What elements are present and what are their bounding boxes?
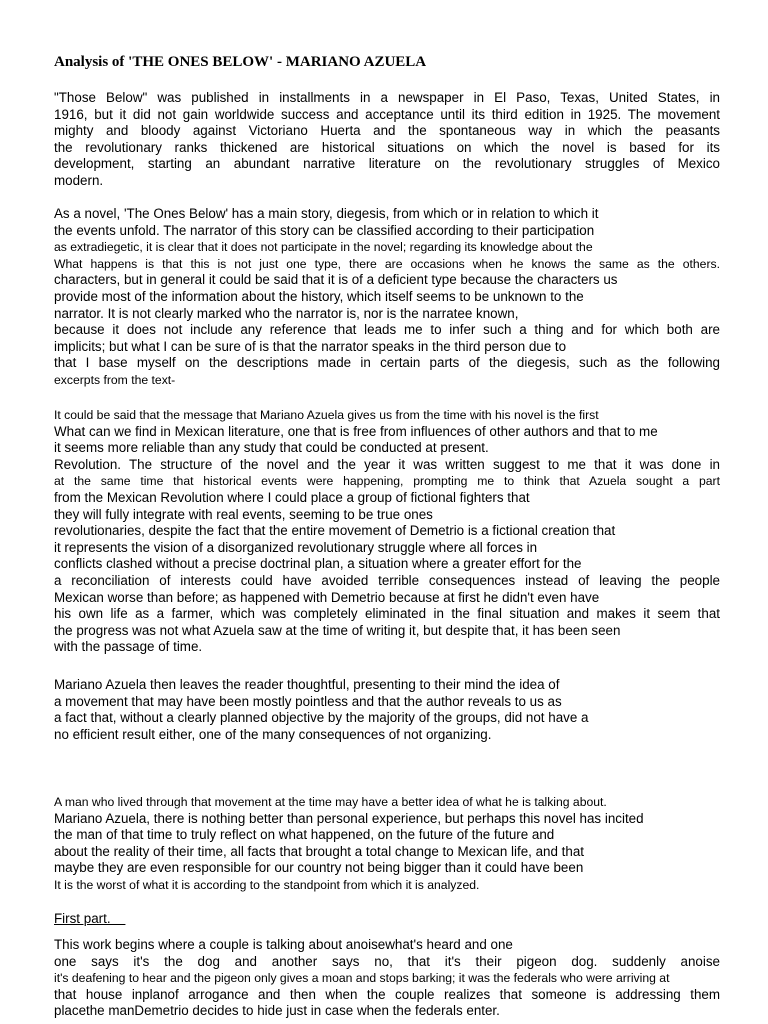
text-line: What happens is that this is not just one type, there are occasions when he knows the same as the others. [54,256,720,271]
text-line: a movement that may have been mostly pointless and that the author reveals to us as [54,693,562,709]
text-line: that I base myself on the descriptions made in certain parts of the diegesis, such as the following [54,355,720,371]
paragraph-3 [54,407,720,656]
document-title: Analysis of 'THE ONES BELOW' - MARIANO AZUELA [54,54,427,70]
text-line: revolutionaries, despite the fact that the entire movement of Demetrio is a fictional creation that [54,523,616,539]
text-line: from the Mexican Revolution where I could place a group of fictional fighters that [54,489,530,505]
text-line: provide most of the information about the history, which itself seems to be unknown to the [54,288,584,304]
text-line: A man who lived through that movement at the time may have a better idea of what he is talking about. [54,795,607,809]
text-line: no efficient result either, one of the many consequences of not organizing. [54,726,492,742]
text-line: it's deafening to hear and the pigeon only gives a moan and stops barking; it was the federals who were arriving at [54,971,670,986]
text-line: with the passage of time. [54,639,203,655]
text-line: the progress was not what Azuela saw at the time of writing it, but despite that, it has been seen [54,622,621,638]
paragraph-1 [54,90,720,190]
text-line: implicits; but what I can be sure of is that the narrator speaks in the third person due to [54,338,567,354]
text-line: It is the worst of what it is according to the standpoint from which it is analyzed. [54,877,480,892]
text-line: Mariano Azuela then leaves the reader thoughtful, presenting to their mind the idea of [54,677,560,692]
text-line: a fact that, without a clearly planned objective by the majority of the groups, did not have a [54,710,589,726]
paragraph-4 [54,677,720,743]
text-line: at the same time that historical events were happening, prompting me to think that Azuela sought a part [54,474,720,489]
text-line: that house inplanof arrogance and then when the couple realizes that someone is addressing them [54,986,720,1002]
section-heading: First part. [54,911,126,926]
text-line: the man of that time to truly reflect on what happened, on the future of the future and [54,827,555,843]
text-line: narrator. It is not clearly marked who the narrator is, nor is the narratee known, [54,305,519,321]
text-line: This work begins where a couple is talking about anoisewhat's heard and one [54,937,513,952]
text-line: because it does not include any reference that leads me to infer such a thing and for which both are [54,322,720,338]
text-line: one says it's the dog and another says no, that it's their pigeon dog. suddenly anoise [54,953,720,969]
paragraph-2 [54,206,720,389]
text-line: his own life as a farmer, which was completely eliminated in the final situation and makes it seem that [54,606,720,622]
text-line: the revolutionary ranks thickened are historical situations on which the novel is based for its [54,139,720,155]
text-line: Mexican worse than before; as happened with Demetrio because at first he didn't even have [54,589,600,605]
text-line: 1916, but it did not gain worldwide success and acceptance until its third edition in 1925. The movement [54,106,720,122]
text-line: maybe they are even responsible for our country not being bigger than it could have been [54,860,584,876]
text-line: it seems more reliable than any study that could be conducted at present. [54,440,489,456]
paragraph-6 [54,937,720,1020]
text-line: placethe manDemetrio decides to hide just in case when the federals enter. [54,1003,500,1019]
text-line: Mariano Azuela, there is nothing better than personal experience, but perhaps this novel has incited [54,810,644,826]
text-line: they will fully integrate with real events, seeming to be true ones [54,506,433,522]
text-line: as extradiegetic, it is clear that it does not participate in the novel; regarding its knowledge about the [54,240,593,255]
text-line: excerpts from the text- [54,372,176,387]
text-line: conflicts clashed without a precise doctrinal plan, a situation where a greater effort for the [54,556,582,572]
text-line: about the reality of their time, all facts that brought a total change to Mexican life, and that [54,843,584,859]
text-line: As a novel, 'The Ones Below' has a main story, diegesis, from which or in relation to which it [54,206,599,221]
text-line: "Those Below" was published in installments in a newspaper in El Paso, Texas, United States, in [54,90,720,105]
text-line: It could be said that the message that Mariano Azuela gives us from the time with his novel is the first [54,408,599,422]
text-line: the events unfold. The narrator of this story can be classified according to their participation [54,222,595,238]
text-line: characters, but in general it could be said that it is of a deficient type because the characters us [54,272,618,288]
text-line: development, starting an abundant narrative literature on the revolutionary struggles of Mexico [54,156,720,172]
text-line: it represents the vision of a disorganized revolutionary struggle where all forces in [54,539,538,555]
text-line: modern. [54,172,104,188]
text-line: What can we find in Mexican literature, one that is free from influences of other authors and that to me [54,423,658,439]
paragraph-5 [54,794,720,894]
text-line: a reconciliation of interests could have avoided terrible consequences instead of leaving the people [54,572,720,588]
text-line: mighty and bloody against Victoriano Huerta and the spontaneous way in which the peasants [54,123,720,139]
text-line: Revolution. The structure of the novel and the year it was written suggest to me that it was done in [54,456,720,472]
